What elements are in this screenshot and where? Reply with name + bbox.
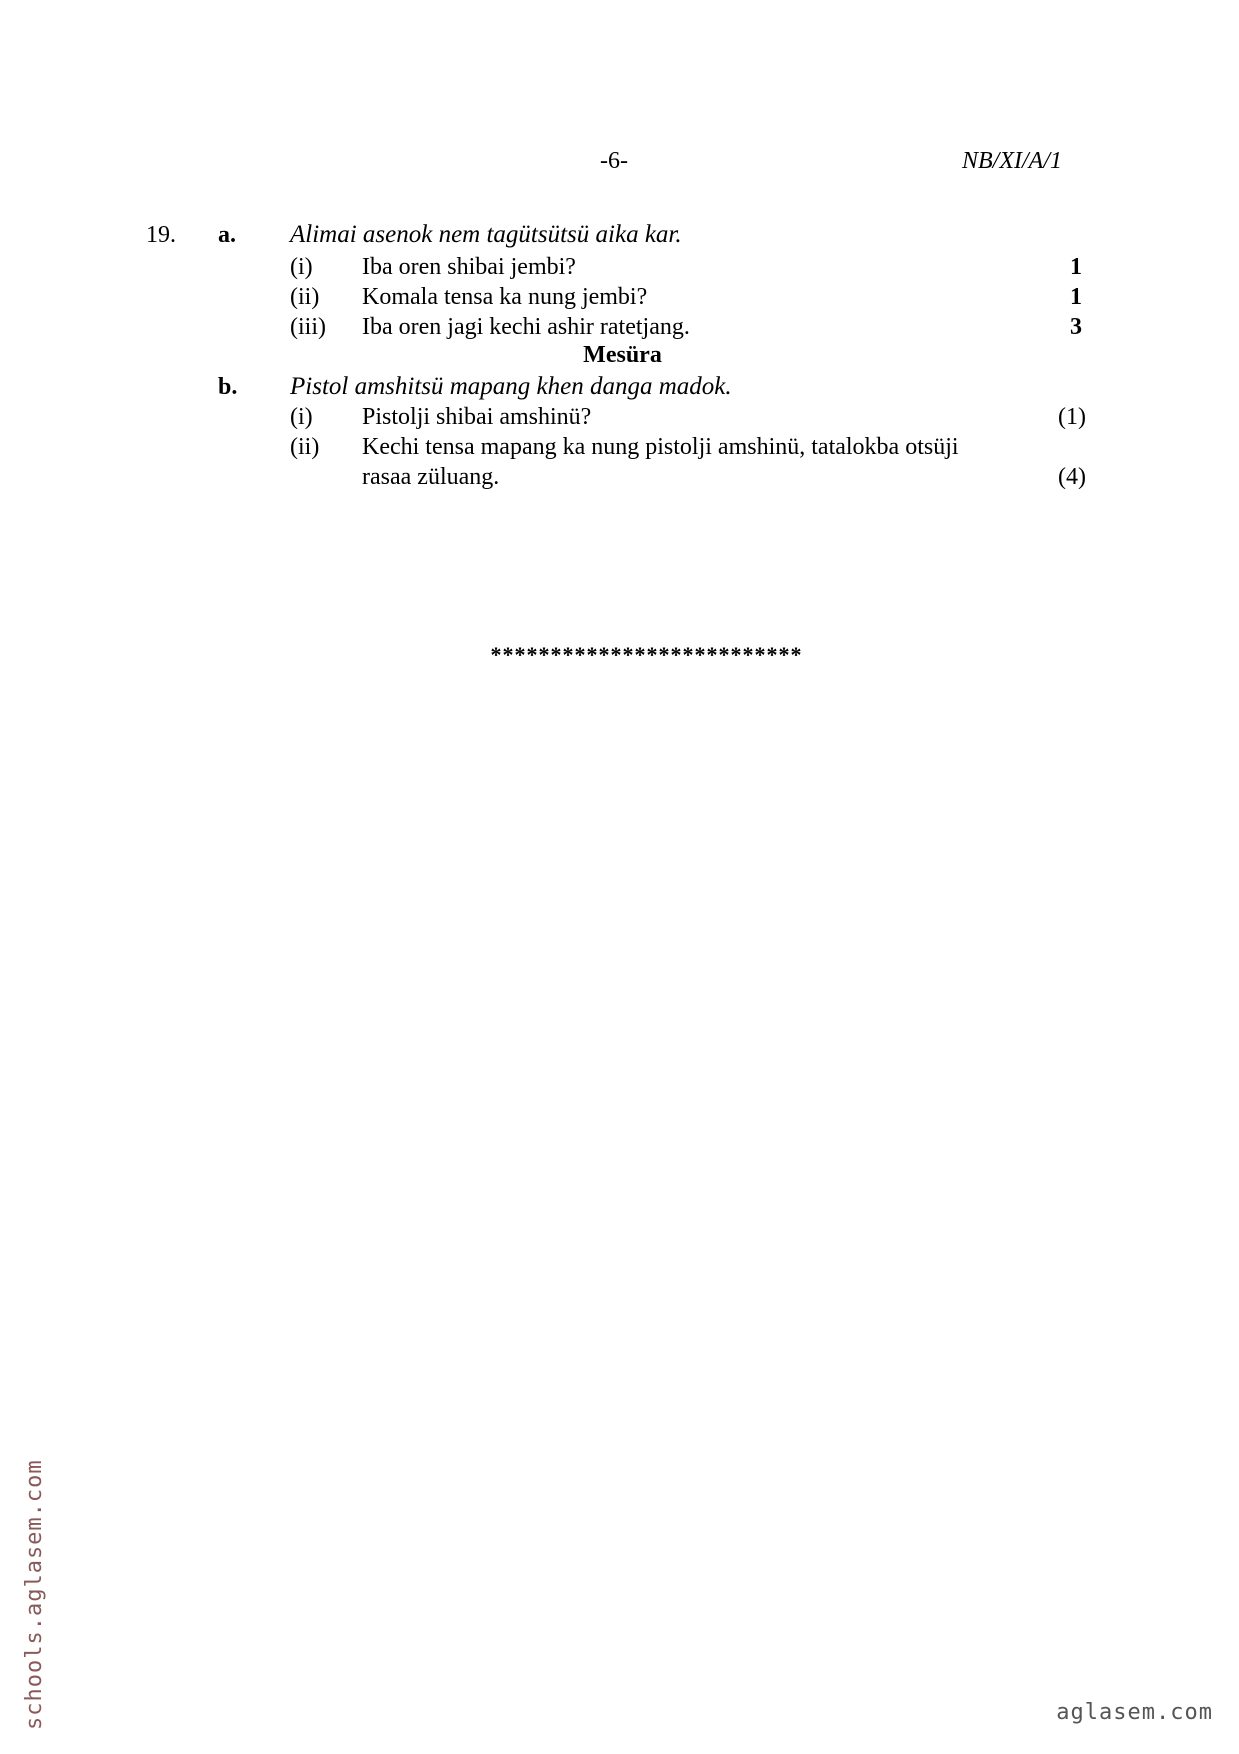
part-a-item-1-mark: 1	[1070, 254, 1082, 280]
question-number: 19.	[146, 222, 176, 248]
end-of-paper-marker: **************************	[490, 642, 803, 667]
part-b-instruction: Pistol amshitsü mapang khen danga madok.	[290, 373, 732, 400]
or-heading: Mesüra	[583, 342, 662, 368]
part-b-item-1-roman: (i)	[290, 404, 313, 430]
paper-code: NB/XI/A/1	[962, 148, 1062, 174]
part-b-item-2-mark: (4)	[1058, 464, 1086, 490]
page-number: -6-	[600, 148, 628, 174]
part-a-item-1-text: Iba oren shibai jembi?	[362, 254, 576, 280]
part-b-item-2-text-line2: rasaa züluang.	[362, 464, 500, 490]
part-b-item-2-roman: (ii)	[290, 434, 320, 460]
part-a-item-2-text: Komala tensa ka nung jembi?	[362, 284, 648, 310]
part-a-item-1-roman: (i)	[290, 254, 313, 280]
part-a-item-3-mark: 3	[1070, 314, 1082, 340]
watermark-left: schools.aglasem.com	[22, 1459, 47, 1730]
part-b-item-1-text: Pistolji shibai amshinü?	[362, 404, 592, 430]
watermark-right: aglasem.com	[1056, 1700, 1213, 1725]
part-a-item-2-roman: (ii)	[290, 284, 320, 310]
part-b-item-1-mark: (1)	[1058, 404, 1086, 430]
part-a-letter: a.	[218, 222, 236, 248]
part-a-item-3-text: Iba oren jagi kechi ashir ratetjang.	[362, 314, 690, 340]
part-b-item-2-text-line1: Kechi tensa mapang ka nung pistolji amshinü, tatalokba otsüji	[362, 434, 959, 460]
part-b-letter: b.	[218, 374, 238, 400]
part-a-instruction: Alimai asenok nem tagütsütsü aika kar.	[290, 221, 682, 248]
part-a-item-3-roman: (iii)	[290, 314, 326, 340]
part-a-item-2-mark: 1	[1070, 284, 1082, 310]
